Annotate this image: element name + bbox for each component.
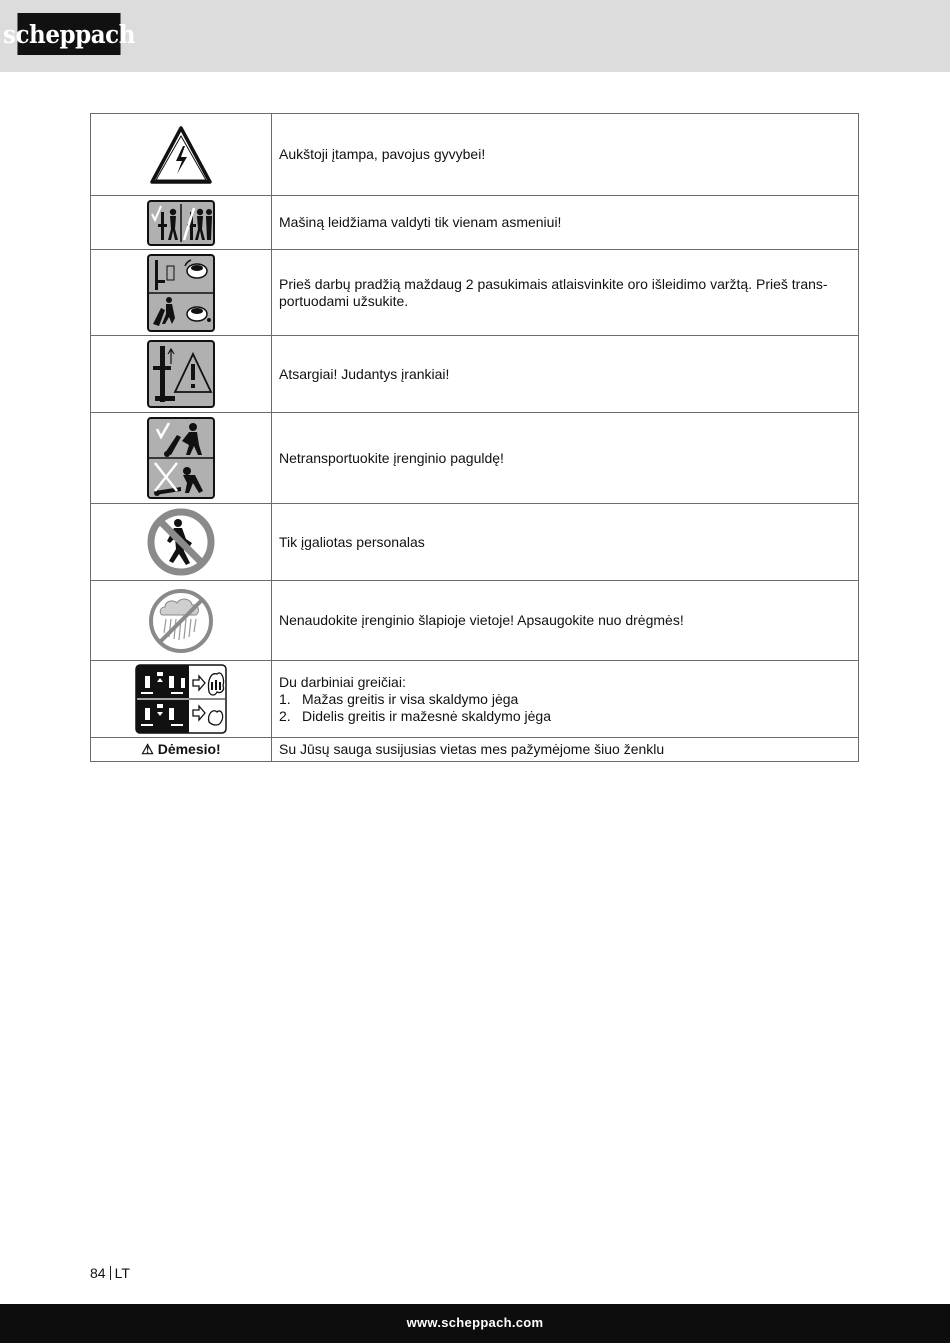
table-row: [91, 661, 859, 738]
table-row: [91, 504, 859, 581]
website-url: www.scheppach.com: [406, 1315, 544, 1330]
high-voltage-warning-icon: [149, 124, 213, 186]
moving-tools-warning-icon: [147, 340, 215, 408]
page-separator: [110, 1266, 111, 1280]
table-row: [91, 336, 859, 413]
header-band: [0, 0, 950, 72]
footer-band: [0, 1304, 950, 1343]
brand-logo: scheppach: [17, 13, 120, 55]
row-text: Tik įgaliotas personalas: [272, 504, 859, 581]
table-row: [91, 581, 859, 661]
row-text: Nenaudokite įrenginio šlapioje vietoje! Apsaugokite nuo drėgmės!: [272, 581, 859, 661]
no-wet-conditions-icon: [146, 586, 216, 656]
symbols-table: [90, 113, 859, 762]
notice-label: Dėmesio!: [157, 741, 221, 757]
row-text: Atsargiai! Judantys įrankiai!: [272, 336, 859, 413]
notice-text: Su Jūsų sauga susijusias vietas mes pažymėjome šiuo ženklu: [272, 738, 859, 762]
oil-vent-screw-icon: [147, 254, 215, 332]
two-speeds-icon: [135, 664, 227, 734]
table-row: [91, 114, 859, 196]
page-number: 84 LT: [90, 1265, 130, 1281]
single-operator-icon: [147, 200, 215, 246]
table-row: [91, 250, 859, 336]
row-title: Du darbiniai greičiai:: [279, 673, 406, 690]
table-row: [91, 738, 859, 762]
no-lying-transport-icon: [147, 417, 215, 499]
warning-triangle-icon: ⚠: [141, 741, 154, 757]
row-text: Mašiną leidžiama valdyti tik vienam asmeniui!: [272, 196, 859, 250]
table-row: [91, 413, 859, 504]
no-unauthorized-persons-icon: [146, 507, 216, 577]
table-row: [91, 196, 859, 250]
list-item: 1. Mažas greitis ir visa skaldymo jėga: [279, 690, 519, 707]
list-item: 2. Didelis greitis ir mažesnė skaldymo jėga: [279, 707, 551, 724]
row-text: Aukštoji įtampa, pavojus gyvybei!: [272, 114, 859, 196]
row-text: Prieš darbų pradžią maždaug 2 pasukimais atlaisvinkite oro išleidimo varžtą. Prieš trans-portuodami užsukite.: [272, 250, 859, 336]
row-text: Netransportuokite įrenginio paguldę!: [272, 413, 859, 504]
